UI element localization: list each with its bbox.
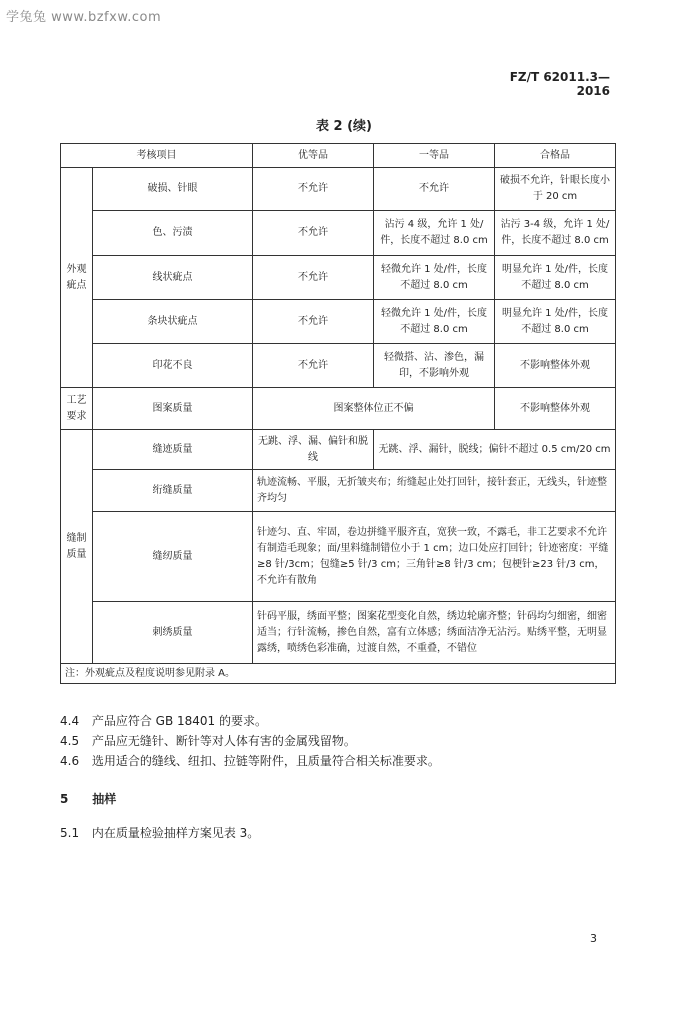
row-merged-value: 轨迹流畅、平服，无折皱夹布；绗缝起止处打回针，接针套正，无线头，针迹整齐均匀 (253, 470, 616, 512)
table-row (61, 344, 616, 388)
table-row (61, 211, 616, 256)
row-qualified: 不影响整体外观 (495, 388, 616, 430)
table-row (61, 470, 616, 512)
clause-number: 4.6 (60, 754, 80, 768)
table-note-row (61, 664, 616, 684)
clause-4-4 (60, 712, 267, 729)
clause-4-5 (60, 732, 356, 749)
clause-number: 4.4 (60, 714, 80, 728)
row-first: 轻微允许 1 处/件，长度不超过 8.0 cm (374, 256, 495, 300)
row-superior: 不允许 (253, 300, 374, 344)
row-qualified: 明显允许 1 处/件，长度不超过 8.0 cm (495, 300, 616, 344)
row-name: 缝纫质量 (93, 512, 253, 602)
row-name: 线状疵点 (93, 256, 253, 300)
clause-number: 5.1 (60, 826, 80, 840)
row-merged-value: 图案整体位正不偏 (253, 388, 495, 430)
row-name: 破损、针眼 (93, 168, 253, 211)
category-sewing: 缝制质量 (61, 430, 93, 664)
standard-code: FZ/T 62011.3—2016 (509, 70, 610, 98)
row-first: 沾污 4 级，允许 1 处/件，长度不超过 8.0 cm (374, 211, 495, 256)
row-superior: 不允许 (253, 211, 374, 256)
header-superior: 优等品 (253, 144, 374, 168)
table-row (61, 512, 616, 602)
section-heading (60, 790, 116, 807)
table-row (61, 388, 616, 430)
row-superior: 不允许 (253, 168, 374, 211)
row-merged-value: 针迹匀、直、牢固，卷边拼缝平服齐直，宽狭一致，不露毛，非工艺要求不允许有制造毛现象；面/里料缝制错位小于 1 cm；边口处应打回针；针迹密度：平缝≥8 针/3cm；包缝≥5 针/3 cm；三角针≥8 针/3 cm；包梗针≥23 针/3 cm，不允许有散角 (253, 512, 616, 602)
row-qualified: 不影响整体外观 (495, 344, 616, 388)
clause-5-1 (60, 824, 259, 841)
category-craft: 工艺要求 (61, 388, 93, 430)
row-first: 轻微允许 1 处/件，长度不超过 8.0 cm (374, 300, 495, 344)
row-name: 印花不良 (93, 344, 253, 388)
clause-4-6 (60, 752, 440, 769)
clause-number: 4.5 (60, 734, 80, 748)
table-row (61, 300, 616, 344)
row-qualified: 破损不允许，针眼长度小于 20 cm (495, 168, 616, 211)
clause-text: 内在质量检验抽样方案见表 3。 (91, 826, 260, 840)
row-superior: 不允许 (253, 344, 374, 388)
table-title: 表 2 (续) (316, 119, 372, 134)
page-number: 3 (590, 932, 597, 945)
row-merged-value: 针码平服，绣面平整；图案花型变化自然，绣边轮廓齐整；针码均匀细密，细密适当；行针流畅，掺色自然，富有立体感；绣面洁净无沾污。贴绣平整，无明显露绣，喷绣色彩准确，过渡自然，不重叠，不错位 (253, 602, 616, 664)
row-name: 色、污渍 (93, 211, 253, 256)
row-name: 刺绣质量 (93, 602, 253, 664)
row-qualified: 明显允许 1 处/件，长度不超过 8.0 cm (495, 256, 616, 300)
quality-spec-table (60, 143, 616, 684)
row-superior: 无跳、浮、漏、偏针和脱线 (253, 430, 374, 470)
row-qualified: 沾污 3-4 级，允许 1 处/件，长度不超过 8.0 cm (495, 211, 616, 256)
clause-text: 产品应符合 GB 18401 的要求。 (91, 714, 267, 728)
section-title: 抽样 (92, 792, 117, 806)
row-superior: 不允许 (253, 256, 374, 300)
header-item: 考核项目 (61, 144, 253, 168)
row-name: 条块状疵点 (93, 300, 253, 344)
site-watermark: 学兔兔 www.bzfxw.com (6, 10, 162, 25)
row-merged-value: 无跳、浮、漏针，脱线；偏针不超过 0.5 cm/20 cm (374, 430, 616, 470)
category-appearance: 外观疵点 (61, 168, 93, 388)
table-row (61, 602, 616, 664)
clause-text: 选用适合的缝线、纽扣、拉链等附件，且质量符合相关标准要求。 (91, 754, 440, 768)
table-row (61, 168, 616, 211)
clause-text: 产品应无缝针、断针等对人体有害的金属残留物。 (91, 734, 356, 748)
section-number: 5 (60, 792, 69, 806)
table-note: 注：外观疵点及程度说明参见附录 A。 (61, 664, 616, 684)
table-header-row (61, 144, 616, 168)
row-name: 缝迹质量 (93, 430, 253, 470)
table-row (61, 256, 616, 300)
header-first: 一等品 (374, 144, 495, 168)
row-name: 绗缝质量 (93, 470, 253, 512)
table-row (61, 430, 616, 470)
header-qualified: 合格品 (495, 144, 616, 168)
row-first: 轻微搭、沾、渗色，漏印，不影响外观 (374, 344, 495, 388)
row-name: 图案质量 (93, 388, 253, 430)
row-first: 不允许 (374, 168, 495, 211)
